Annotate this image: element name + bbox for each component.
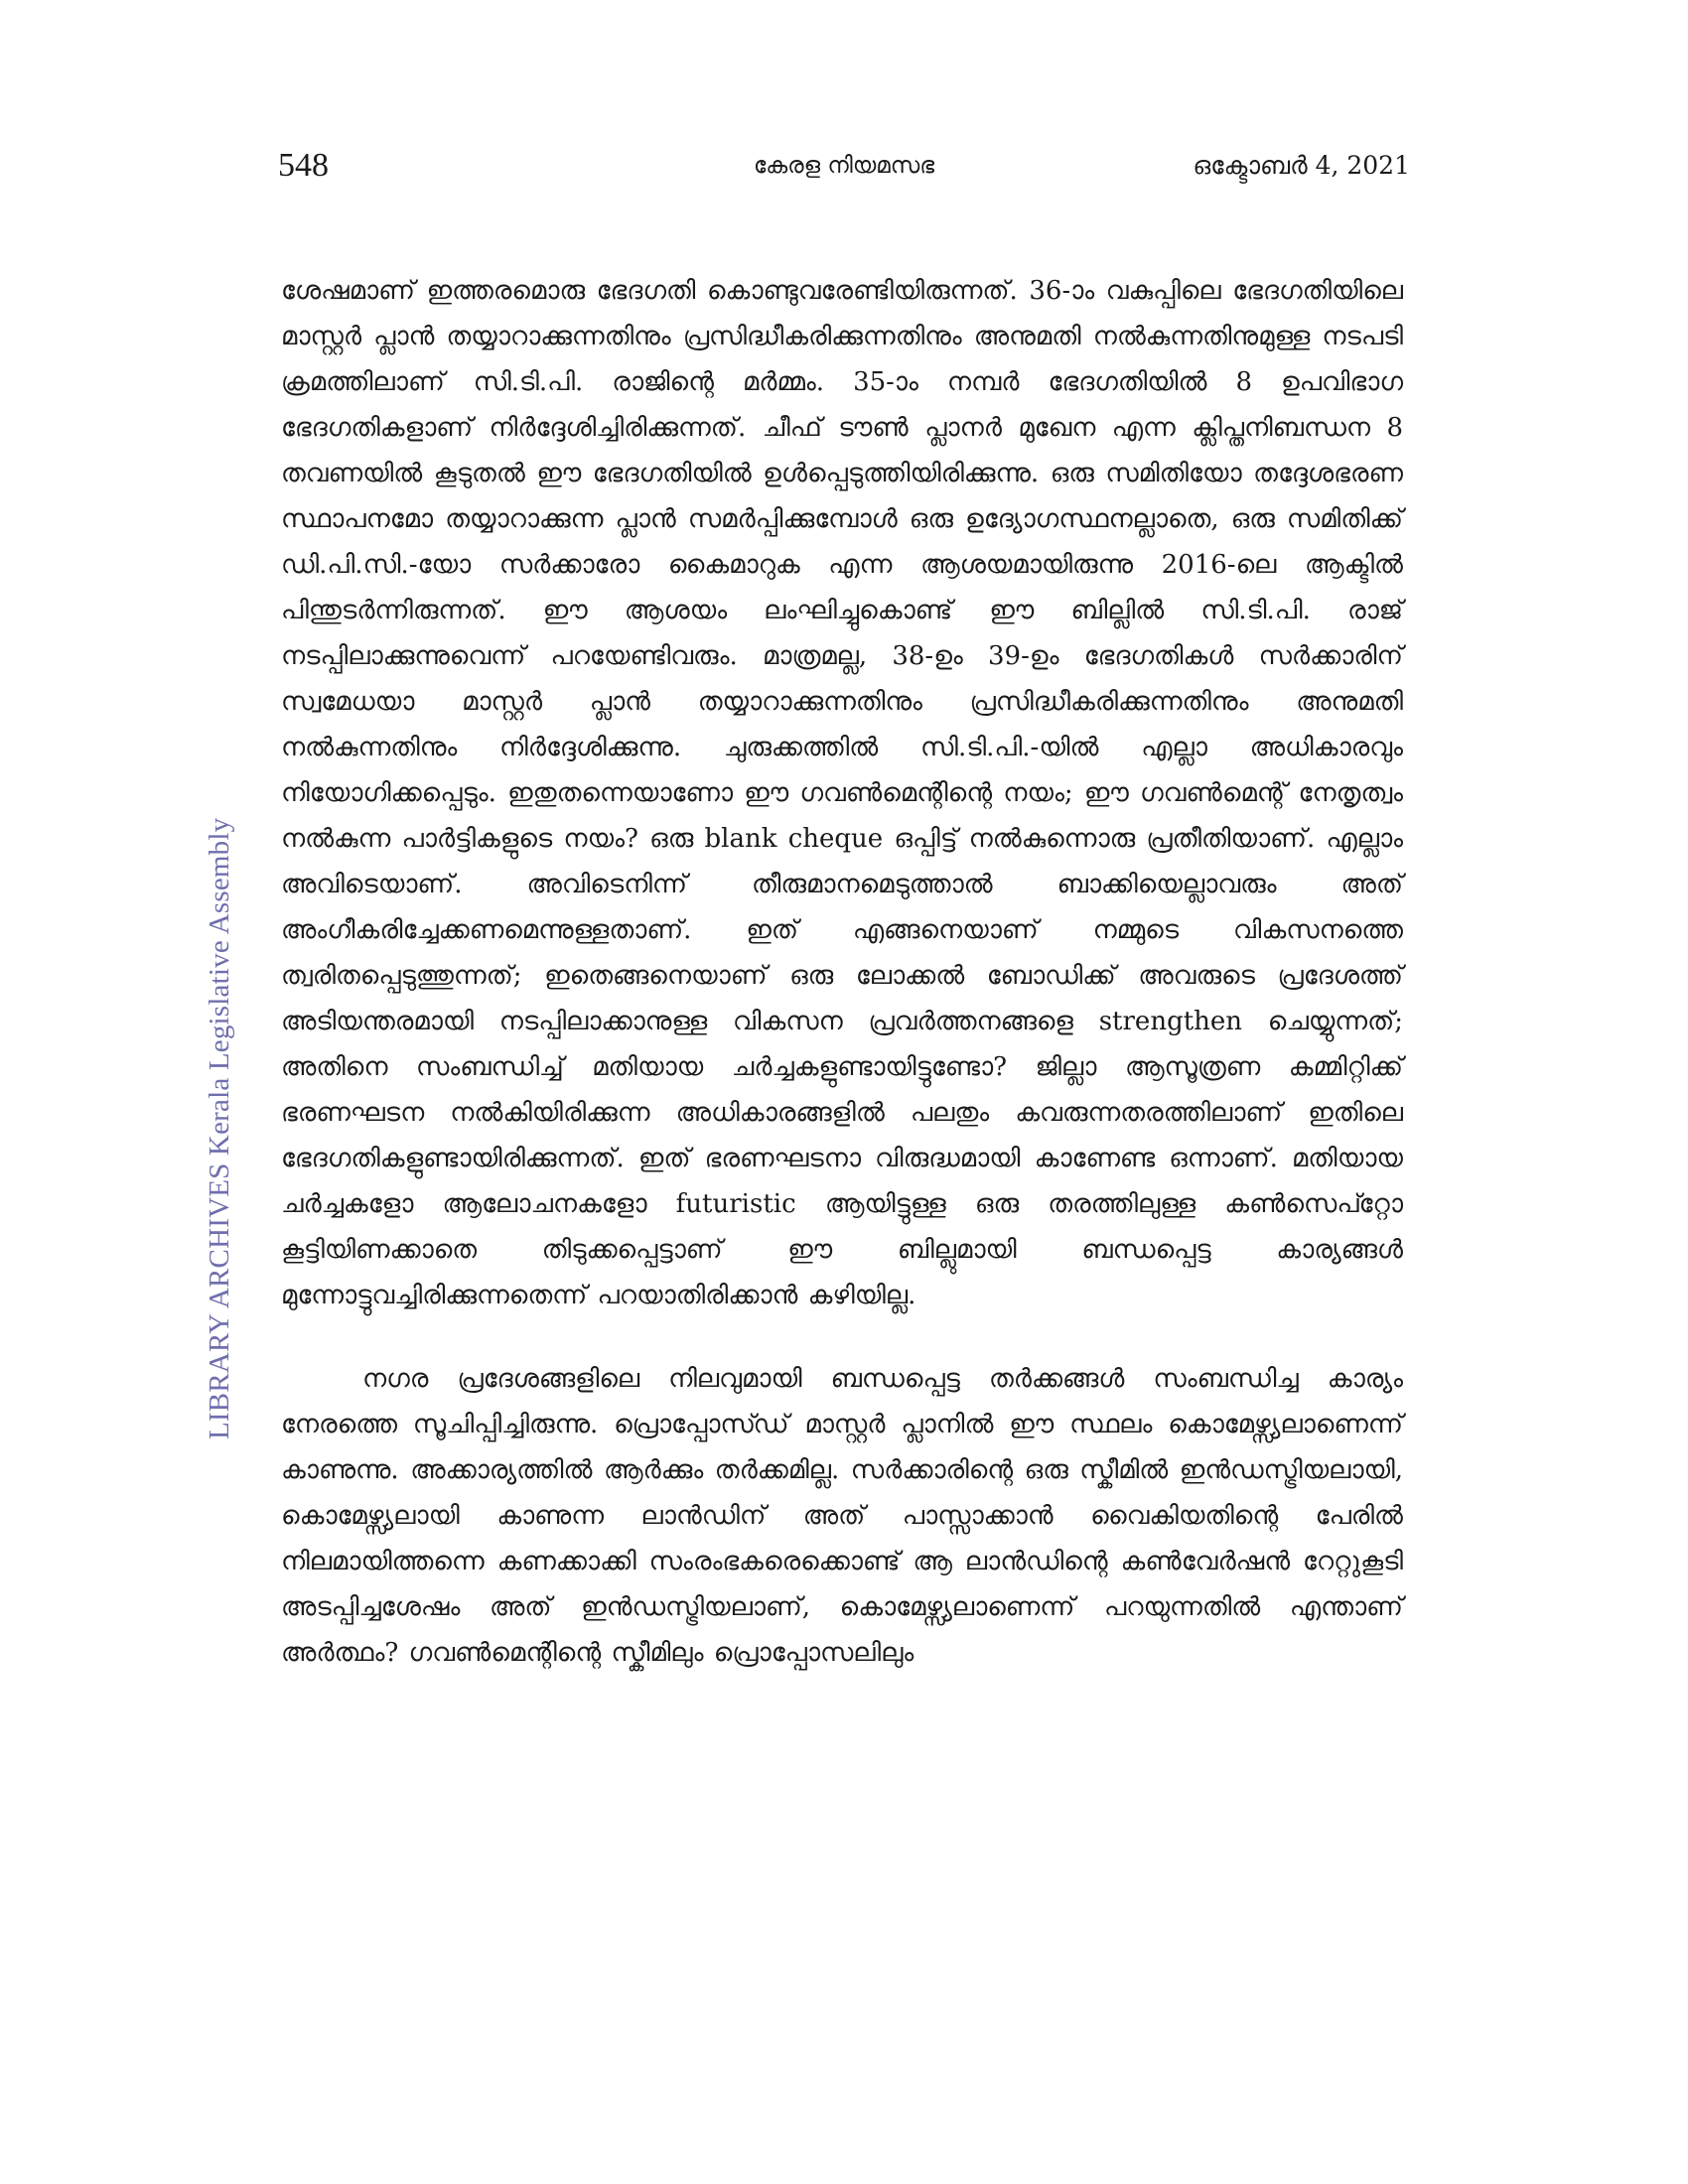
page-number: 548 xyxy=(278,147,329,184)
page-date: ഒക്ടോബർ 4, 2021 xyxy=(1193,151,1410,180)
body-text xyxy=(281,268,1403,1676)
paragraph: നഗര പ്രദേശങ്ങളിലെ നിലവുമായി ബന്ധപ്പെട്ട തർക്കങ്ങൾ സംബന്ധിച്ച കാര്യം നേരത്തെ സൂചിപ്പിച്ചിരുന്നു. പ്രൊപ്പോസ്ഡ് മാസ്റ്റർ പ്ലാനിൽ ഈ സ്ഥലം കൊമേഴ്സ്യലാണെന്ന് കാണുന്നു. അക്കാര്യത്തിൽ ആർക്കും തർക്കമില്ല. സർക്കാരിന്റെ ഒരു സ്കീമിൽ ഇൻഡസ്ട്രിയലായി, കൊമേഴ്സ്യലായി കാണുന്ന ലാൻഡിന് അത് പാസ്സാക്കാൻ വൈകിയതിന്റെ പേരിൽ നിലമായിത്തന്നെ കണക്കാക്കി സംരംഭകരെക്കൊണ്ട് ആ ലാൻഡിന്റെ കൺവേർഷൻ റേറ്റുകൂടി അടപ്പിച്ചശേഷം അത് ഇൻഡസ്ട്രിയലാണ്, കൊമേഴ്സ്യലാണെന്ന് പറയുന്നതിൽ എന്താണ് അർത്ഥം? ഗവൺമെന്റിന്റെ സ്കീമിലും പ്രൊപ്പോസലിലും xyxy=(281,1364,1403,1668)
page-title: കേരള നിയമസഭ xyxy=(753,153,935,179)
watermark-text: LIBRARY ARCHIVES Kerala Legislative Assembly xyxy=(204,817,235,1439)
paragraph: ശേഷമാണ് ഇത്തരമൊരു ഭേദഗതി കൊണ്ടുവരേണ്ടിയിരുന്നത്. 36-ാം വകുപ്പിലെ ഭേദഗതിയിലെ മാസ്റ്റർ പ്ലാൻ തയ്യാറാക്കുന്നതിനും പ്രസിദ്ധീകരിക്കുന്നതിനും അനുമതി നൽകുന്നതിനുമുള്ള നടപടി ക്രമത്തിലാണ് സി.ടി.പി. രാജിന്റെ മർമ്മം. 35-ാം നമ്പർ ഭേദഗതിയിൽ 8 ഉപവിഭാഗ ഭേദഗതികളാണ് നിർദ്ദേശിച്ചിരിക്കുന്നത്. ചീഫ് ടൗൺ പ്ലാനർ മുഖേന എന്ന ക്ലിപ്തനിബന്ധന 8 തവണയിൽ കൂടുതൽ ഈ ഭേദഗതിയിൽ ഉൾപ്പെടുത്തിയിരിക്കുന്നു. ഒരു സമിതിയോ തദ്ദേശഭരണ സ്ഥാപനമോ തയ്യാറാക്കുന്ന പ്ലാൻ സമർപ്പിക്കുമ്പോൾ ഒരു ഉദ്യോഗസ്ഥനല്ലാതെ, ഒരു സമിതിക്ക് ഡി.പി.സി.-യോ സർക്കാരോ കൈമാറുക എന്ന ആശയമായിരുന്നു 2016-ലെ ആക്ടിൽ പിന്തുടർന്നിരുന്നത്. ഈ ആശയം ലംഘിച്ചുകൊണ്ട് ഈ ബില്ലിൽ സി.ടി.പി. രാജ് നടപ്പിലാക്കുന്നുവെന്ന് പറയേണ്ടിവരും. മാത്രമല്ല, 38-ഉം 39-ഉം ഭേദഗതികൾ സർക്കാരിന് സ്വമേധയാ മാസ്റ്റർ പ്ലാൻ തയ്യാറാക്കുന്നതിനും പ്രസിദ്ധീകരിക്കുന്നതിനും അനുമതി നൽകുന്നതിനും നിർദ്ദേശിക്കുന്നു. ചുരുക്കത്തിൽ സി.ടി.പി.-യിൽ എല്ലാ അധികാരവും നിയോഗിക്കപ്പെടും. ഇതുതന്നെയാണോ ഈ ഗവൺമെന്റിന്റെ നയം; ഈ ഗവൺമെന്റ് നേതൃത്വം നൽകുന്ന പാർട്ടികളുടെ നയം? ഒരു blank cheque ഒപ്പിട്ട് നൽകുന്നൊരു പ്രതീതിയാണ്. എല്ലാം അവിടെയാണ്. അവിടെനിന്ന് തീരുമാനമെടുത്താൽ ബാക്കിയെല്ലാവരും അത് അംഗീകരിച്ചേക്കണമെന്നുള്ളതാണ്. ഇത് എങ്ങനെയാണ് നമ്മുടെ വികസനത്തെ ത്വരിതപ്പെടുത്തുന്നത്; ഇതെങ്ങനെയാണ് ഒരു ലോക്കൽ ബോഡിക്ക് അവരുടെ പ്രദേശത്ത് അടിയന്തരമായി നടപ്പിലാക്കാനുള്ള വികസന പ്രവർത്തനങ്ങളെ strengthen ചെയ്യുന്നത്; അതിനെ സംബന്ധിച്ച് മതിയായ ചർച്ചകളുണ്ടായിട്ടുണ്ടോ? ജില്ലാ ആസൂത്രണ കമ്മിറ്റിക്ക് ഭരണഘടന നൽകിയിരിക്കുന്ന അധികാരങ്ങളിൽ പലതും കവരുന്നതരത്തിലാണ് ഇതിലെ ഭേദഗതികളുണ്ടായിരിക്കുന്നത്. ഇത് ഭരണഘടനാ വിരുദ്ധമായി കാണേണ്ട ഒന്നാണ്. മതിയായ ചർച്ചകളോ ആലോചനകളോ futuristic ആയിട്ടുള്ള ഒരു തരത്തിലുള്ള കൺസെപ്റ്റോ കൂട്ടിയിണക്കാതെ തിടുക്കപ്പെട്ടാണ് ഈ ബില്ലുമായി ബന്ധപ്പെട്ട കാര്യങ്ങൾ മുന്നോട്ടുവച്ചിരിക്കുന്നതെന്ന് പറയാതിരിക്കാൻ കഴിയില്ല. xyxy=(281,276,1403,1310)
page-header xyxy=(278,147,1410,197)
